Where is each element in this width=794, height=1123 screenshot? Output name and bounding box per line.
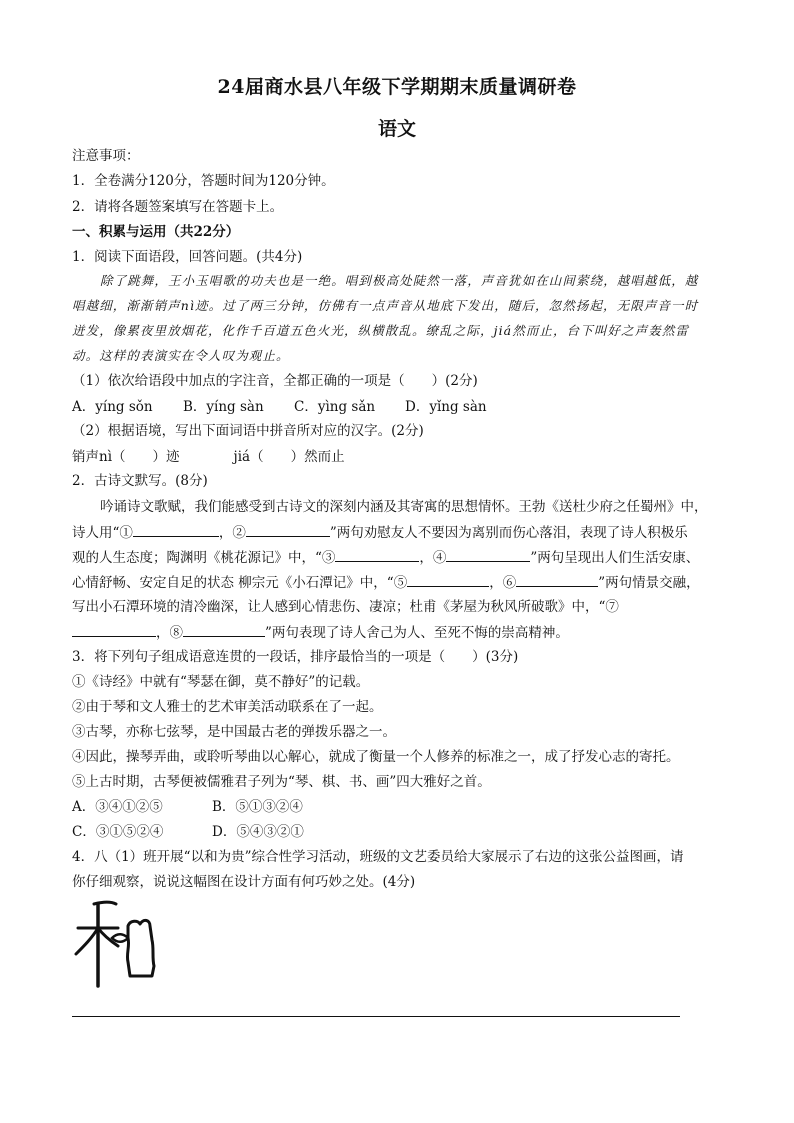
page-title: 24届商水县八年级下学期期末质量调研卷 bbox=[217, 76, 577, 98]
section-heading: 一、积累与运用（共22分） bbox=[72, 224, 240, 240]
answer-blank-4[interactable] bbox=[446, 547, 530, 562]
q2-text: ，② bbox=[218, 525, 246, 541]
q2-text: ，④ bbox=[419, 550, 447, 566]
q2-text: 诗人用“① bbox=[72, 525, 133, 541]
q2-line bbox=[72, 572, 700, 593]
q3-sentence: ③古琴，亦称七弦琴，是中国最古老的弹拨乐器之一。 bbox=[72, 724, 396, 740]
answer-blank-6[interactable] bbox=[516, 572, 598, 587]
q3-option-a: A．③④①②⑤ bbox=[72, 799, 163, 815]
q1-option-d: D．yǐng sàn bbox=[405, 399, 487, 415]
q2-text: ，⑧ bbox=[156, 625, 183, 641]
q2-line: 写出小石潭环境的清冷幽深，让人感到心情悲伤、凄凉；杜甫《茅屋为秋风所破歌》中，“⑦ bbox=[72, 599, 619, 615]
q2-text: ”两句劝慰友人不要因为离别而伤心落泪，表现了诗人积极乐 bbox=[329, 525, 688, 541]
q2-line: 吟诵诗文歌赋，我们能感受到古诗文的深刻内涵及其寄寓的思想情怀。王勃《送杜少府之任蜀州》中， bbox=[100, 499, 708, 515]
answer-blank-5[interactable] bbox=[407, 572, 489, 587]
q1-passage-line: 动。这样的表演实在令人叹为观止。 bbox=[72, 348, 290, 363]
q2-text: 观的人生态度；陶渊明《桃花源记》中，“③ bbox=[72, 550, 336, 566]
notes-heading: 注意事项： bbox=[72, 148, 140, 164]
answer-line[interactable] bbox=[72, 1016, 680, 1017]
q4-stem: 你仔细观察，说说这幅图在设计方面有何巧妙之处。(4分) bbox=[72, 874, 416, 890]
q1-option-c: C．yìng sǎn bbox=[294, 399, 376, 415]
notes-item-1: 1．全卷满分120分，答题时间为120分钟。 bbox=[72, 173, 335, 189]
q1-passage-line: 迸发，像累夜里放烟花，化作千百道五色火光，纵横散乱。缭乱之际，jiá然而止，台下叫好之声轰然雷 bbox=[72, 323, 690, 338]
q1-fill-blanks: 销声nì（ ）迹 jiá（ ）然而止 bbox=[72, 449, 345, 465]
q2-line bbox=[72, 547, 699, 568]
answer-blank-3[interactable] bbox=[335, 547, 419, 562]
answer-blank-7[interactable] bbox=[72, 622, 156, 637]
q2-text: ”两句呈现出人们生活安康、 bbox=[530, 550, 700, 566]
q2-text: 心情舒畅、安定自足的状态 柳宗元《小石潭记》中，“⑤ bbox=[72, 575, 408, 591]
q1-stem: 1．阅读下面语段，回答问题。(共4分) bbox=[72, 249, 303, 265]
q1-option-a: A．yíng sǒn bbox=[72, 399, 153, 415]
q3-sentence: ⑤上古时期，古琴便被儒雅君子列为“琴、棋、书、画”四大雅好之首。 bbox=[72, 774, 491, 790]
q1-passage-line: 除了跳舞，王小玉唱歌的功夫也是一绝。唱到极高处陡然一落，声音犹如在山间萦绕，越唱越低，越 bbox=[100, 273, 699, 288]
q3-option-c: C．③①⑤②④ bbox=[72, 824, 164, 840]
q3-sentence: ④因此，操琴弄曲，或聆听琴曲以心解心，就成了衡量一个人修养的标准之一，成了抒发心志的寄托。 bbox=[72, 749, 680, 765]
q4-stem: 4．八（1）班开展“以和为贵”综合性学习活动，班级的文艺委员给大家展示了右边的这张公益图画，请 bbox=[72, 849, 684, 865]
q2-text: ”两句情景交融， bbox=[598, 575, 700, 591]
subject-title: 语文 bbox=[377, 118, 416, 140]
answer-blank-8[interactable] bbox=[183, 622, 265, 637]
q3-stem: 3．将下列句子组成语意连贯的一段话，排序最恰当的一项是（ ）(3分) bbox=[72, 649, 519, 665]
q2-line bbox=[72, 622, 569, 643]
q2-stem: 2．古诗文默写。(8分) bbox=[72, 473, 208, 489]
q2-text: ，⑥ bbox=[489, 575, 517, 591]
q1-option-b: B．yíng sàn bbox=[183, 399, 264, 415]
q3-option-d: D．⑤④③②① bbox=[212, 824, 304, 840]
answer-blank-1[interactable] bbox=[133, 522, 219, 537]
notes-item-2: 2．请将各题签案填写在答题卡上。 bbox=[72, 199, 284, 215]
q2-text: ”两句表现了诗人舍己为人、至死不悔的崇高精神。 bbox=[265, 625, 569, 641]
q3-sentence: ①《诗经》中就有“琴瑟在御，莫不静好”的记载。 bbox=[72, 674, 370, 690]
answer-blank-2[interactable] bbox=[246, 522, 330, 537]
q1-passage-line: 唱越细，渐渐销声nì迹。过了两三分钟，仿佛有一点声音从地底下发出，随后，忽然扬起，无限声音一时 bbox=[72, 298, 699, 313]
he-character-illustration-icon bbox=[72, 898, 172, 988]
q2-line bbox=[72, 522, 688, 543]
q3-sentence: ②由于琴和文人雅士的艺术审美活动联系在了一起。 bbox=[72, 699, 383, 715]
q3-option-b: B．⑤①③②④ bbox=[212, 799, 303, 815]
q1-sub1: （1）依次给语段中加点的字注音，全都正确的一项是（ ）(2分) bbox=[72, 373, 478, 389]
q1-sub2: （2）根据语境，写出下面词语中拼音所对应的汉字。(2分) bbox=[72, 423, 424, 439]
